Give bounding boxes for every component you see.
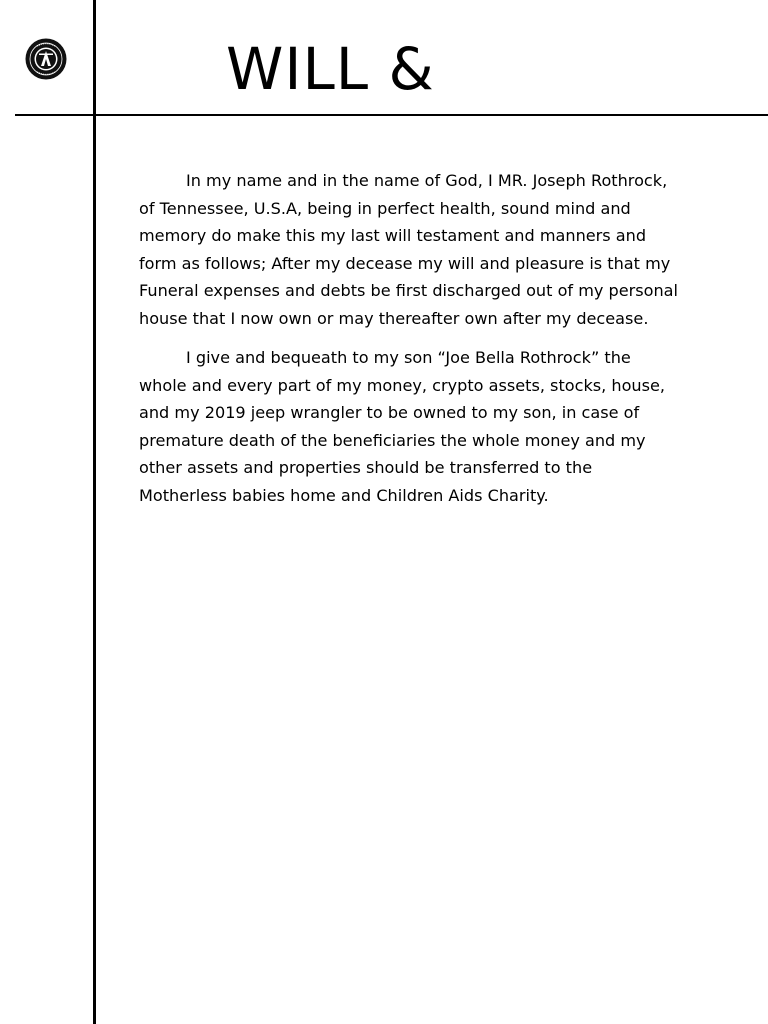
lawyer-seal-icon [25, 38, 67, 80]
will-body [139, 167, 679, 521]
page-title: WILL & [226, 35, 435, 103]
header-horizontal-rule [15, 114, 768, 116]
paragraph: In my name and in the name of God, I MR. Joseph Rothrock, of Tennessee, U.S.A, being in perfect health, sound mind and memory do make this my last will testament and manners and form as follows; After my decease my will and pleasure is that my Funeral expenses and debts be first discharged out of my personal house that I now own or may thereafter own after my decease. [139, 171, 679, 328]
paragraph: I give and bequeath to my son “Joe Bella Rothrock” the whole and every part of my money, crypto assets, stocks, house, and my 2019 jeep wrangler to be owned to my son, in case of premature death of the beneficiaries the whole money and my other assets and properties should be transferred to the Motherless babies home and Children Aids Charity. [139, 348, 666, 505]
margin-vertical-rule [93, 0, 96, 1024]
